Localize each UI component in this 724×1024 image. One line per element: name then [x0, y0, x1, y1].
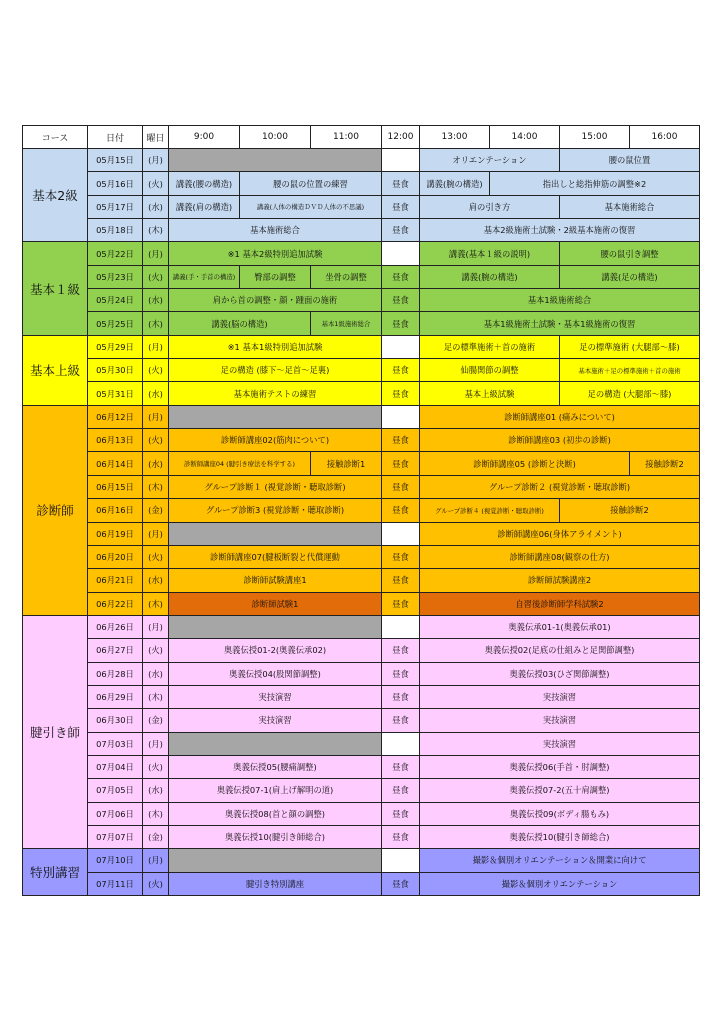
weekday-cell: (火) [143, 872, 169, 895]
header-course: コース [23, 126, 88, 149]
lunch-cell: 昼食 [382, 382, 420, 405]
weekday-cell: (木) [143, 475, 169, 498]
date-cell: 07月07日 [88, 825, 143, 848]
schedule-row [23, 195, 700, 218]
weekday-cell: (金) [143, 709, 169, 732]
date-cell: 06月21日 [88, 569, 143, 592]
date-cell: 05月30日 [88, 359, 143, 382]
afternoon-session-cell: 仙腸関節の調整 [420, 359, 560, 382]
weekday-cell: (火) [143, 172, 169, 195]
afternoon-session-cell: 実技演習 [420, 709, 700, 732]
header-row [23, 126, 700, 149]
morning-session-cell: 診断師講座04 (腱引き療法を科学する) [169, 452, 311, 475]
schedule-row [23, 149, 700, 172]
morning-session-cell: 実技演習 [169, 685, 382, 708]
weekday-cell: (水) [143, 195, 169, 218]
schedule-row [23, 452, 700, 475]
date-cell: 06月30日 [88, 709, 143, 732]
morning-session-cell: 奥義伝授07-1(肩上げ解明の道) [169, 779, 382, 802]
weekday-cell: (木) [143, 685, 169, 708]
morning-session-cell: 奥義伝授08(首と顔の調整) [169, 802, 382, 825]
date-cell: 06月26日 [88, 615, 143, 638]
lunch-cell: 昼食 [382, 475, 420, 498]
afternoon-session-cell: 接触診断2 [630, 452, 700, 475]
schedule-row [23, 242, 700, 265]
lunch-cell: 昼食 [382, 429, 420, 452]
afternoon-session-cell: 奥義伝授03(ひざ関節調整) [420, 662, 700, 685]
weekday-cell: (月) [143, 335, 169, 358]
morning-session-cell: 診断師試験講座1 [169, 569, 382, 592]
afternoon-session-cell: グループ診断２ (視覚診断・聴取診断) [420, 475, 700, 498]
schedule-row [23, 779, 700, 802]
schedule-row [23, 335, 700, 358]
date-cell: 06月27日 [88, 639, 143, 662]
morning-session-cell: 足の構造 (膝下～足首～足裏) [169, 359, 382, 382]
afternoon-session-cell: 講義(基本１級の説明) [420, 242, 560, 265]
lunch-cell: 昼食 [382, 195, 420, 218]
morning-session-cell: 臀部の調整 [240, 265, 311, 288]
schedule-row [23, 825, 700, 848]
lunch-cell: 昼食 [382, 755, 420, 778]
afternoon-session-cell: 基本上級試験 [420, 382, 560, 405]
course-name-cell: 診断師 [23, 405, 88, 615]
afternoon-session-cell: 腰の鼠位置 [560, 149, 700, 172]
morning-session-cell: 腱引き特別講座 [169, 872, 382, 895]
morning-session-cell: グループ診断3 (視覚診断・聴取診断) [169, 499, 382, 522]
date-cell: 05月17日 [88, 195, 143, 218]
course-name-cell: 基本上級 [23, 335, 88, 405]
morning-session-cell: 基本1級施術総合 [311, 312, 382, 335]
date-cell: 05月18日 [88, 219, 143, 242]
afternoon-session-cell: 指出しと総指伸筋の調整※2 [490, 172, 700, 195]
schedule-row [23, 522, 700, 545]
weekday-cell: (火) [143, 755, 169, 778]
schedule-row [23, 662, 700, 685]
morning-session-cell: 奥義伝授05(腰痛調整) [169, 755, 382, 778]
morning-session-cell: 基本施術総合 [169, 219, 382, 242]
course-name-cell: 特別講習 [23, 849, 88, 896]
afternoon-session-cell: 診断師講座03 (初歩の診断) [420, 429, 700, 452]
schedule-row [23, 265, 700, 288]
afternoon-session-cell: 自習後診断師学科試験2 [420, 592, 700, 615]
empty-slot-cell [169, 615, 382, 638]
lunch-cell: 昼食 [382, 802, 420, 825]
date-cell: 05月24日 [88, 289, 143, 312]
date-cell: 06月20日 [88, 545, 143, 568]
lunch-cell: 昼食 [382, 172, 420, 195]
header-weekday: 曜日 [143, 126, 169, 149]
afternoon-session-cell: 基本施術＋足の標準施術＋首の施術 [560, 359, 700, 382]
lunch-cell: 昼食 [382, 685, 420, 708]
date-cell: 06月14日 [88, 452, 143, 475]
weekday-cell: (月) [143, 615, 169, 638]
morning-session-cell: 診断師講座07(腱板断裂と代償運動 [169, 545, 382, 568]
date-cell: 06月16日 [88, 499, 143, 522]
header-time-1100: 11:00 [311, 126, 382, 149]
date-cell: 06月28日 [88, 662, 143, 685]
afternoon-session-cell: 足の標準施術 (大腿部～膝) [560, 335, 700, 358]
header-time-0900: 9:00 [169, 126, 240, 149]
lunch-cell: 昼食 [382, 569, 420, 592]
weekday-cell: (火) [143, 429, 169, 452]
empty-slot-cell [169, 149, 382, 172]
lunch-cell: 昼食 [382, 265, 420, 288]
weekday-cell: (水) [143, 452, 169, 475]
weekday-cell: (水) [143, 289, 169, 312]
morning-session-cell: 実技演習 [169, 709, 382, 732]
schedule-row [23, 639, 700, 662]
weekday-cell: (月) [143, 849, 169, 872]
header-time-1200: 12:00 [382, 126, 420, 149]
lunch-cell [382, 335, 420, 358]
morning-session-cell: グループ診断１ (視覚診断・聴取診断) [169, 475, 382, 498]
afternoon-session-cell: 撮影＆個別オリエンテーション＆開業に向けて [420, 849, 700, 872]
lunch-cell: 昼食 [382, 312, 420, 335]
morning-session-cell: 坐骨の調整 [311, 265, 382, 288]
schedule-row [23, 569, 700, 592]
lunch-cell: 昼食 [382, 662, 420, 685]
lunch-cell [382, 405, 420, 428]
afternoon-session-cell: 診断師講座08(観察の仕方) [420, 545, 700, 568]
weekday-cell: (月) [143, 732, 169, 755]
afternoon-session-cell: 基本1級施術土試験・基本1級施術の復習 [420, 312, 700, 335]
schedule-row [23, 592, 700, 615]
afternoon-session-cell: 奥義伝承01-1(奥義伝承01) [420, 615, 700, 638]
afternoon-session-cell: 基本施術総合 [560, 195, 700, 218]
morning-session-cell: 講義(人体の構造ＤＶＤ人体の不思議) [240, 195, 382, 218]
date-cell: 07月04日 [88, 755, 143, 778]
lunch-cell: 昼食 [382, 872, 420, 895]
morning-session-cell: 接触診断1 [311, 452, 382, 475]
afternoon-session-cell: 実技演習 [420, 685, 700, 708]
schedule-body [23, 149, 700, 896]
afternoon-session-cell: 肩の引き方 [420, 195, 560, 218]
header-time-1400: 14:00 [490, 126, 560, 149]
date-cell: 05月16日 [88, 172, 143, 195]
date-cell: 05月25日 [88, 312, 143, 335]
weekday-cell: (水) [143, 779, 169, 802]
course-name-cell: 基本１級 [23, 242, 88, 335]
morning-session-cell: 奥義伝授04(股関節調整) [169, 662, 382, 685]
date-cell: 05月23日 [88, 265, 143, 288]
morning-session-cell: 腰の鼠の位置の練習 [240, 172, 382, 195]
header-time-1600: 16:00 [630, 126, 700, 149]
header-time-1300: 13:00 [420, 126, 490, 149]
schedule-row [23, 359, 700, 382]
schedule-row [23, 615, 700, 638]
morning-session-cell: 肩から首の調整・顔・踵面の施術 [169, 289, 382, 312]
empty-slot-cell [169, 849, 382, 872]
weekday-cell: (木) [143, 312, 169, 335]
morning-session-cell: 講義(手・手首の構造) [169, 265, 240, 288]
afternoon-session-cell: 奥義伝授07-2(五十肩調整) [420, 779, 700, 802]
weekday-cell: (木) [143, 592, 169, 615]
course-name-cell: 腱引き師 [23, 615, 88, 848]
schedule-row [23, 685, 700, 708]
weekday-cell: (木) [143, 802, 169, 825]
lunch-cell: 昼食 [382, 709, 420, 732]
schedule-table [22, 125, 700, 896]
weekday-cell: (木) [143, 219, 169, 242]
lunch-cell: 昼食 [382, 289, 420, 312]
weekday-cell: (金) [143, 499, 169, 522]
weekday-cell: (水) [143, 569, 169, 592]
date-cell: 05月22日 [88, 242, 143, 265]
date-cell: 06月22日 [88, 592, 143, 615]
afternoon-session-cell: 奥義伝授10(腱引き師総合) [420, 825, 700, 848]
afternoon-session-cell: 実技演習 [420, 732, 700, 755]
weekday-cell: (金) [143, 825, 169, 848]
afternoon-session-cell: 撮影＆個別オリエンテーション [420, 872, 700, 895]
schedule-row [23, 475, 700, 498]
afternoon-session-cell: 診断師講座05 (診断と決断) [420, 452, 630, 475]
afternoon-session-cell: 奥義伝授09(ボディ腸もみ) [420, 802, 700, 825]
header-time-1500: 15:00 [560, 126, 630, 149]
schedule-row [23, 849, 700, 872]
schedule-row [23, 872, 700, 895]
afternoon-session-cell: 診断師試験講座2 [420, 569, 700, 592]
afternoon-session-cell: オリエンテーション [420, 149, 560, 172]
afternoon-session-cell: グループ診断４ (視覚診断・聴取診断) [420, 499, 560, 522]
schedule-row [23, 732, 700, 755]
morning-session-cell: 講義(肩の構造) [169, 195, 240, 218]
date-cell: 07月03日 [88, 732, 143, 755]
lunch-cell [382, 149, 420, 172]
weekday-cell: (火) [143, 639, 169, 662]
date-cell: 06月12日 [88, 405, 143, 428]
lunch-cell: 昼食 [382, 499, 420, 522]
lunch-cell [382, 242, 420, 265]
lunch-cell: 昼食 [382, 592, 420, 615]
morning-session-cell: 講義(腰の構造) [169, 172, 240, 195]
weekday-cell: (月) [143, 149, 169, 172]
afternoon-session-cell: 講義(腕の構造) [420, 172, 490, 195]
lunch-cell: 昼食 [382, 545, 420, 568]
afternoon-session-cell: 腰の鼠引き調整 [560, 242, 700, 265]
afternoon-session-cell: 診断師講座06(身体アライメント) [420, 522, 700, 545]
weekday-cell: (水) [143, 662, 169, 685]
morning-session-cell: 講義(脳の構造) [169, 312, 311, 335]
date-cell: 07月10日 [88, 849, 143, 872]
date-cell: 05月15日 [88, 149, 143, 172]
course-name-cell: 基本2級 [23, 149, 88, 242]
date-cell: 07月11日 [88, 872, 143, 895]
weekday-cell: (月) [143, 405, 169, 428]
afternoon-session-cell: 奥義伝授02(足底の仕組みと足関節調整) [420, 639, 700, 662]
afternoon-session-cell: 基本1級施術総合 [420, 289, 700, 312]
schedule-row [23, 755, 700, 778]
weekday-cell: (火) [143, 265, 169, 288]
date-cell: 06月13日 [88, 429, 143, 452]
lunch-cell: 昼食 [382, 452, 420, 475]
schedule-row [23, 709, 700, 732]
schedule-row [23, 219, 700, 242]
morning-session-cell: 診断師試験1 [169, 592, 382, 615]
date-cell: 05月29日 [88, 335, 143, 358]
afternoon-session-cell: 基本2級施術土試験・2級基本施術の復習 [420, 219, 700, 242]
morning-session-cell: 奥義伝授10(腱引き師総合) [169, 825, 382, 848]
schedule-row [23, 172, 700, 195]
lunch-cell: 昼食 [382, 639, 420, 662]
schedule-row [23, 382, 700, 405]
schedule-row [23, 802, 700, 825]
morning-session-cell: ※1 基本2級特別追加試験 [169, 242, 382, 265]
weekday-cell: (月) [143, 242, 169, 265]
schedule-row [23, 312, 700, 335]
date-cell: 06月15日 [88, 475, 143, 498]
afternoon-session-cell: 足の構造 (大腿部～膝) [560, 382, 700, 405]
empty-slot-cell [169, 522, 382, 545]
afternoon-session-cell: 講義(足の構造) [560, 265, 700, 288]
lunch-cell [382, 522, 420, 545]
morning-session-cell: 基本施術テストの練習 [169, 382, 382, 405]
schedule-row [23, 545, 700, 568]
date-cell: 07月05日 [88, 779, 143, 802]
weekday-cell: (火) [143, 359, 169, 382]
morning-session-cell: 奥義伝授01-2(奥義伝承02) [169, 639, 382, 662]
schedule-row [23, 289, 700, 312]
morning-session-cell: ※1 基本1級特別追加試験 [169, 335, 382, 358]
lunch-cell: 昼食 [382, 825, 420, 848]
date-cell: 07月06日 [88, 802, 143, 825]
empty-slot-cell [169, 405, 382, 428]
schedule-row [23, 429, 700, 452]
header-time-1000: 10:00 [240, 126, 311, 149]
afternoon-session-cell: 講義(腕の構造) [420, 265, 560, 288]
empty-slot-cell [169, 732, 382, 755]
afternoon-session-cell: 診断師講座01 (痛みについて) [420, 405, 700, 428]
date-cell: 06月29日 [88, 685, 143, 708]
lunch-cell: 昼食 [382, 359, 420, 382]
date-cell: 05月31日 [88, 382, 143, 405]
lunch-cell [382, 732, 420, 755]
lunch-cell [382, 615, 420, 638]
lunch-cell [382, 849, 420, 872]
schedule-row [23, 405, 700, 428]
header-date: 日付 [88, 126, 143, 149]
weekday-cell: (水) [143, 382, 169, 405]
weekday-cell: (月) [143, 522, 169, 545]
date-cell: 06月19日 [88, 522, 143, 545]
morning-session-cell: 診断師講座02(筋肉について) [169, 429, 382, 452]
lunch-cell: 昼食 [382, 219, 420, 242]
afternoon-session-cell: 奥義伝授06(手首・肘調整) [420, 755, 700, 778]
lunch-cell: 昼食 [382, 779, 420, 802]
afternoon-session-cell: 接触診断2 [560, 499, 700, 522]
afternoon-session-cell: 足の標準施術＋首の施術 [420, 335, 560, 358]
schedule-row [23, 499, 700, 522]
weekday-cell: (火) [143, 545, 169, 568]
